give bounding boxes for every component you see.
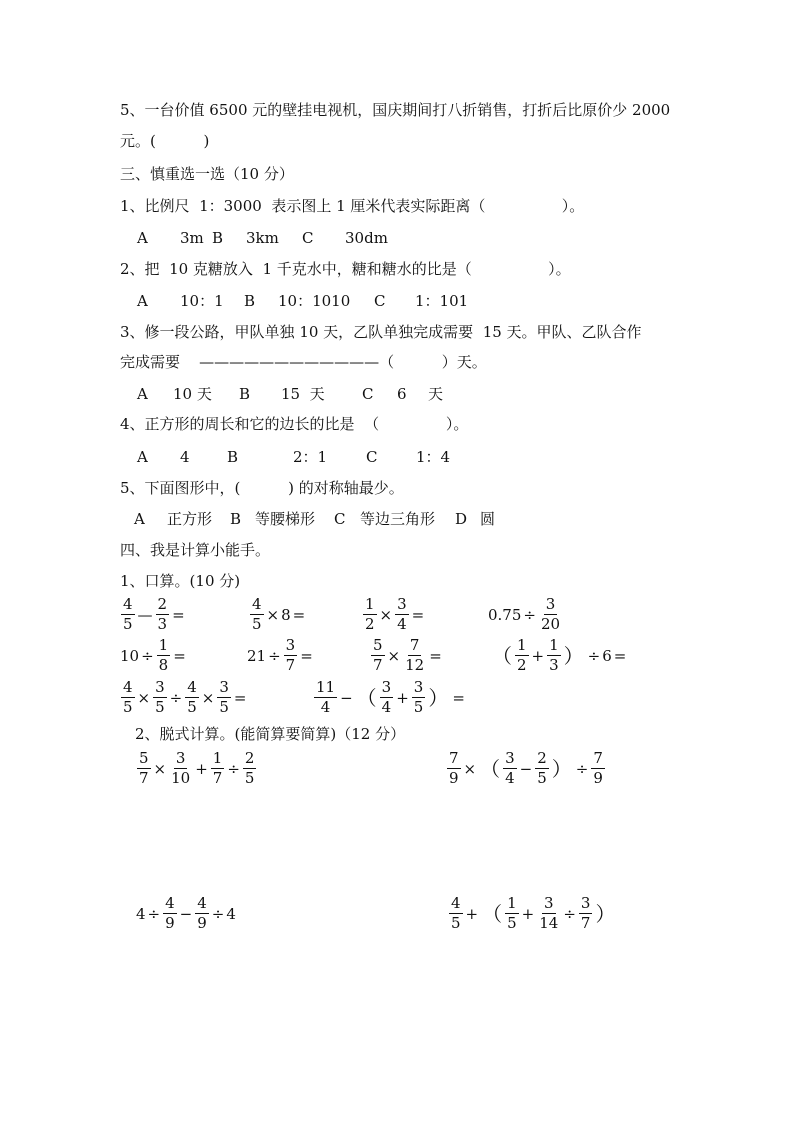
fraction: $\frac{1}{3}$: [549, 636, 559, 674]
sec3-q3-line1: 3、修一段公路，甲队单独 10 天，乙队单独完成需要 15 天。甲队、乙队合作: [120, 323, 642, 341]
fraction: $\frac{3}{20}$: [540, 595, 561, 633]
judge-q5-line1: 5、一台价值 6500 元的壁挂电视机，国庆期间打八折销售，打折后比原价少 2000: [120, 101, 671, 119]
sec3-q4: 4、正方形的周长和它的边长的比是 （ ）。: [120, 415, 469, 433]
option-text: 等腰梯形: [255, 510, 316, 528]
fraction: $\frac{3}{5}$: [155, 678, 165, 716]
option-label: A: [137, 385, 148, 403]
fraction: $\frac{4}{5}$: [252, 595, 262, 633]
oral-expr-6: 21 ÷ $\frac{3}{7}$ =: [247, 636, 313, 674]
option-text: 3km: [246, 229, 279, 247]
judge-q5-line2: 元。( ): [120, 132, 210, 150]
oral-expr-4: 0.75 ÷ $\frac{3}{20}$: [488, 595, 561, 633]
fraction: $\frac{3}{7}$: [285, 636, 296, 674]
option-text: 4: [180, 448, 190, 466]
sec3-q3-line2: 完成需要 ————————————（ ）天。: [120, 353, 487, 371]
oral-calc-title: 1、口算。(10 分): [120, 572, 241, 590]
fraction: $\frac{1}{2}$: [365, 595, 375, 633]
fraction: $\frac{2}{3}$: [157, 595, 168, 633]
sec3-q2: 2、把 10 克糖放入 1 千克水中，糖和糖水的比是（ ）。: [120, 260, 571, 278]
fraction: $\frac{5}{7}$: [373, 636, 383, 674]
calc-expr-4: $\frac{4}{5}$ + （ $\frac{1}{5}$ + $\frac{3}{14}$ ÷ $\frac{3}{7}$ ）: [451, 894, 616, 932]
fraction: $\frac{11}{4}$: [316, 678, 336, 716]
fraction: $\frac{5}{7}$: [139, 749, 149, 787]
fraction: $\frac{4}{5}$: [187, 678, 197, 716]
option-text: 天: [428, 385, 444, 403]
option-label: D: [455, 510, 468, 528]
option-label: B: [212, 229, 224, 247]
fraction: $\frac{4}{5}$: [451, 894, 461, 932]
oral-expr-5: 10 ÷ $\frac{1}{8}$ =: [120, 636, 186, 674]
fraction: $\frac{2}{5}$: [244, 749, 255, 787]
fraction: $\frac{3}{4}$: [397, 595, 407, 633]
fraction: $\frac{3}{10}$: [171, 749, 191, 787]
option-text: 正方形: [167, 510, 213, 528]
oral-expr-8: （ $\frac{1}{2}$ + $\frac{1}{3}$ ） ÷ 6 =: [492, 636, 627, 674]
fraction: $\frac{3}{14}$: [539, 894, 559, 932]
option-label: A: [137, 448, 148, 466]
option-text: 圆: [480, 510, 496, 528]
fraction: $\frac{3}{5}$: [413, 678, 424, 716]
sec3-q5: 5、下面图形中，( ) 的对称轴最少。: [120, 479, 404, 497]
option-text: 等边三角形: [360, 510, 436, 528]
fraction: $\frac{1}{7}$: [212, 749, 223, 787]
oral-expr-1: $\frac{4}{5}$ — $\frac{2}{3}$ =: [123, 595, 185, 633]
option-text: 6: [397, 385, 407, 403]
option-text: 10 天: [173, 385, 212, 403]
fraction: $\frac{4}{9}$: [165, 894, 175, 932]
option-label: A: [137, 292, 148, 310]
option-text: 1：4: [416, 448, 451, 466]
option-label: B: [244, 292, 256, 310]
option-text: 2：1: [293, 448, 328, 466]
calc-expr-2: $\frac{7}{9}$ × （ $\frac{3}{4}$ − $\frac{2}{5}$ ） ÷ $\frac{7}{9}$: [449, 749, 603, 787]
oral-expr-3: $\frac{1}{2}$ × $\frac{3}{4}$ =: [365, 595, 425, 633]
fraction: $\frac{3}{7}$: [580, 894, 591, 932]
fraction: $\frac{7}{9}$: [449, 749, 459, 787]
option-label: C: [302, 229, 314, 247]
option-text: 3m: [180, 229, 204, 247]
option-label: C: [334, 510, 346, 528]
option-text: 30dm: [345, 229, 388, 247]
option-label: C: [366, 448, 378, 466]
fraction: $\frac{1}{2}$: [517, 636, 527, 674]
fraction: $\frac{1}{8}$: [158, 636, 169, 674]
option-text: 10：1010: [278, 292, 351, 310]
option-label: C: [362, 385, 374, 403]
section3-title: 三、慎重选一选（10 分）: [120, 165, 294, 183]
fraction: $\frac{1}{5}$: [507, 894, 517, 932]
calc-expr-1: $\frac{5}{7}$ × $\frac{3}{10}$ + $\frac{1}{7}$ ÷ $\frac{2}{5}$: [139, 749, 255, 787]
option-label: A: [137, 229, 148, 247]
step-calc-title: 2、脱式计算。(能简算要简算)（12 分）: [135, 725, 406, 743]
fraction: $\frac{4}{5}$: [123, 595, 133, 633]
option-text: 10：1: [180, 292, 224, 310]
option-label: A: [134, 510, 145, 528]
fraction: $\frac{3}{4}$: [381, 678, 392, 716]
fraction: $\frac{2}{5}$: [537, 749, 547, 787]
option-label: B: [239, 385, 251, 403]
fraction: $\frac{7}{9}$: [593, 749, 603, 787]
oral-expr-7: $\frac{5}{7}$ × $\frac{7}{12}$ =: [373, 636, 442, 674]
option-label: C: [374, 292, 386, 310]
option-text: 15 天: [281, 385, 325, 403]
sec3-q1: 1、比例尺 1：3000 表示图上 1 厘米代表实际距离（ ）。: [120, 197, 585, 215]
fraction: $\frac{3}{4}$: [505, 749, 515, 787]
oral-expr-10: $\frac{11}{4}$ − （ $\frac{3}{4}$ + $\frac{3}{5}$ ） =: [316, 678, 465, 716]
option-text: 1：101: [415, 292, 469, 310]
oral-expr-2: $\frac{4}{5}$ × 8 =: [252, 595, 306, 633]
option-label: B: [230, 510, 242, 528]
fraction: $\frac{7}{12}$: [405, 636, 425, 674]
fraction: $\frac{4}{9}$: [197, 894, 207, 932]
option-label: B: [227, 448, 239, 466]
section4-title: 四、我是计算小能手。: [120, 541, 271, 559]
calc-expr-3: 4 ÷ $\frac{4}{9}$ − $\frac{4}{9}$ ÷ 4: [136, 894, 236, 932]
oral-expr-9: $\frac{4}{5}$ × $\frac{3}{5}$ ÷ $\frac{4}{5}$ × $\frac{3}{5}$ =: [123, 678, 247, 716]
fraction: $\frac{3}{5}$: [219, 678, 229, 716]
fraction: $\frac{4}{5}$: [123, 678, 133, 716]
